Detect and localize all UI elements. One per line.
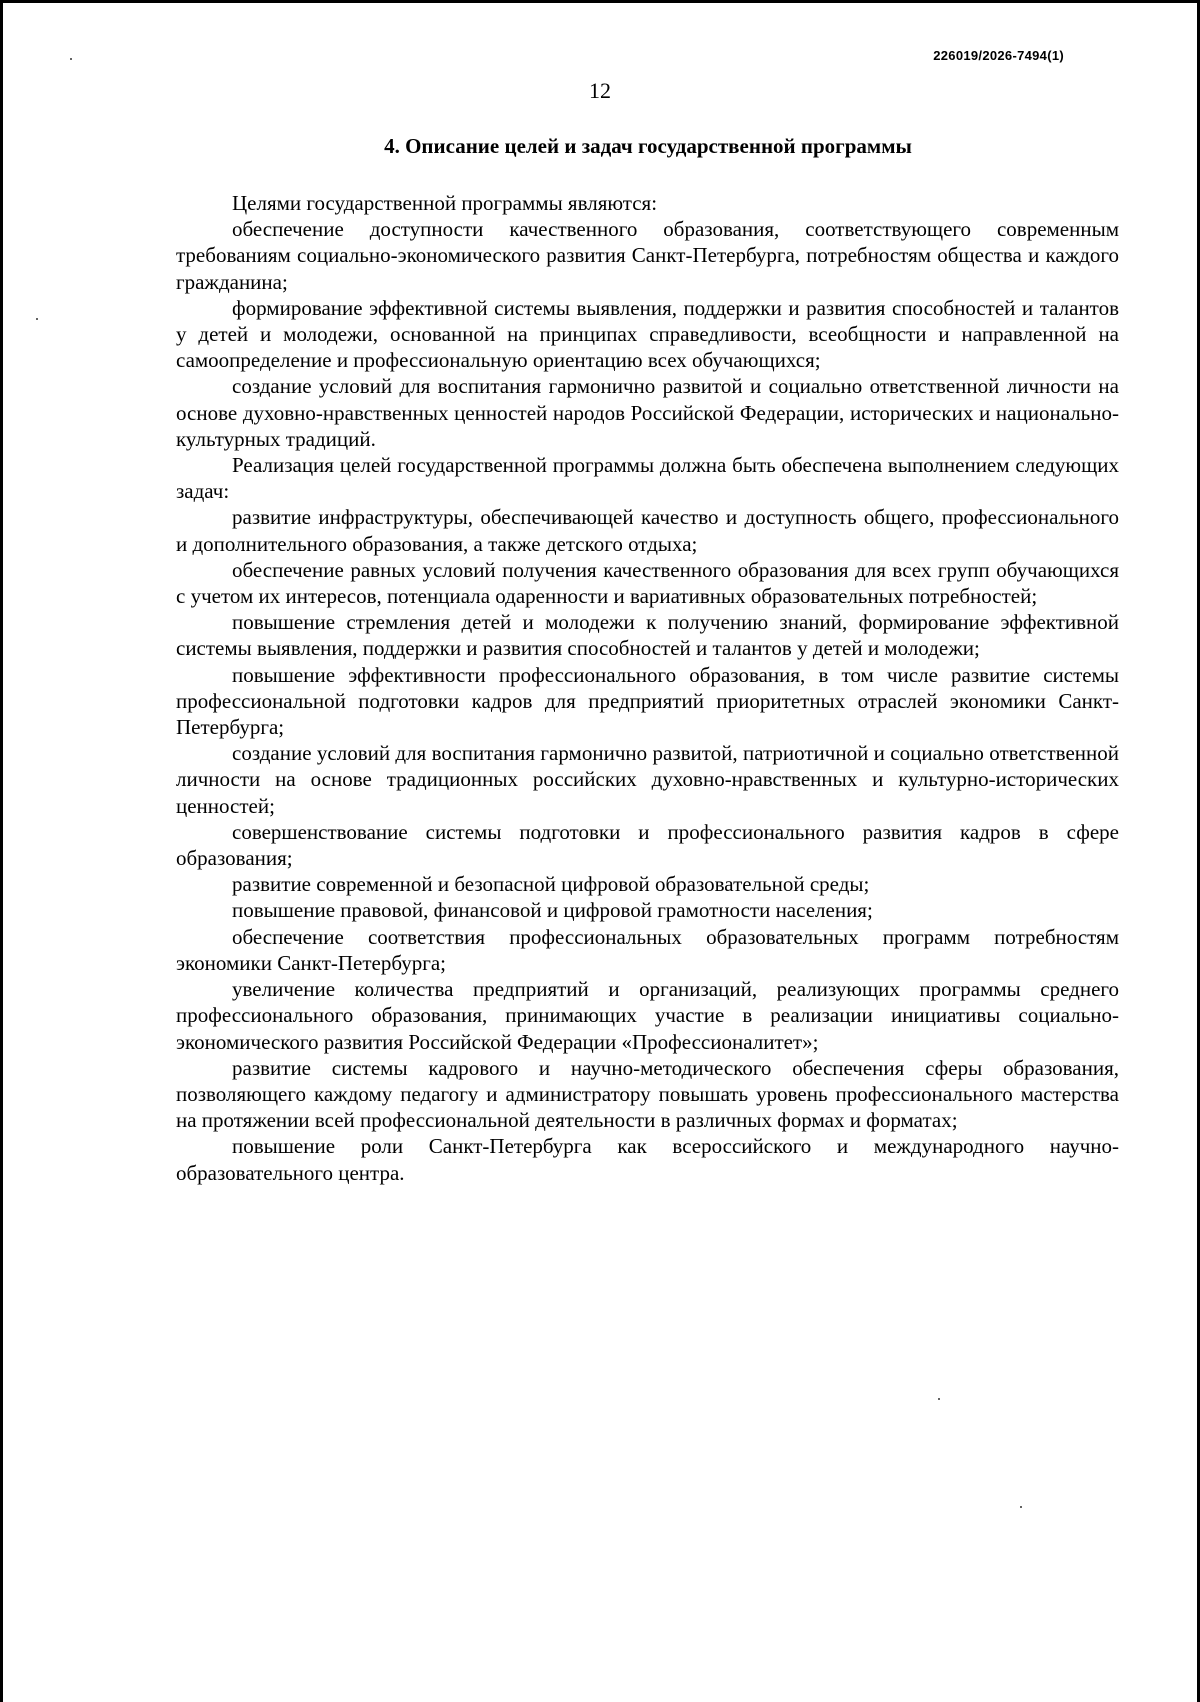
page-number: 12 xyxy=(589,78,611,103)
paragraph: развитие современной и безопасной цифровой образовательной среды; xyxy=(232,872,870,897)
paragraph: обеспечение соответствия профессиональных образовательных программ потребностям экономики Санкт-Петербурга; xyxy=(176,924,1119,975)
scan-speck xyxy=(1020,1506,1022,1508)
scan-speck xyxy=(938,1398,940,1400)
paragraph: создание условий для воспитания гармонично развитой, патриотичной и социально ответственной личности на основе традиционных российских духовно-нравственных и культурно-исторических ценностей; xyxy=(176,741,1119,818)
registration-number: 226019/2026-7494(1) xyxy=(933,48,1064,63)
paragraph: повышение стремления детей и молодежи к получению знаний, формирование эффективной системы выявления, поддержки и развития способностей и талантов у детей и молодежи; xyxy=(176,610,1119,661)
paragraph: совершенствование системы подготовки и профессионального развития кадров в сфере образования; xyxy=(176,819,1119,871)
paragraph: создание условий для воспитания гармонично развитой и социально ответственной личности на основе духовно-нравственных ценностей народов Российской Федерации, исторических и национально-культурных традиций. xyxy=(176,374,1119,451)
paragraph: повышение эффективности профессионального образования, в том числе развитие системы профессиональной подготовки кадров для предприятий приоритетных отраслей экономики Санкт-Петербурга; xyxy=(176,662,1119,740)
paragraph: повышение правовой, финансовой и цифровой грамотности населения; xyxy=(232,898,873,923)
document-body xyxy=(176,190,1119,1186)
paragraph: обеспечение доступности качественного образования, соответствующего современным требованиям социально-экономического развития Санкт-Петербурга, потребностям общества и каждого гражданина; xyxy=(176,217,1119,294)
scan-speck xyxy=(36,318,38,320)
paragraph: развитие инфраструктуры, обеспечивающей качество и доступность общего, профессионального и дополнительного образования, а также детского отдыха; xyxy=(176,505,1119,556)
paragraph: формирование эффективной системы выявления, поддержки и развития способностей и талантов у детей и молодежи, основанной на принципах справедливости, всеобщности и направленной на самоопределение и профессиональную ориентацию всех обучающихся; xyxy=(176,295,1119,373)
scan-speck xyxy=(70,58,72,60)
paragraph: увеличение количества предприятий и организаций, реализующих программы среднего профессионального образования, принимающих участие в реализации инициативы социально-экономического развития Российской Федерации «Профессионалитет»; xyxy=(176,977,1119,1054)
paragraph: повышение роли Санкт-Петербурга как всероссийского и международного научно-образовательного центра. xyxy=(176,1134,1119,1185)
paragraph: Целями государственной программы являются: xyxy=(232,191,658,215)
section-title: 4. Описание целей и задач государственной программы xyxy=(384,134,912,158)
paragraph: Реализация целей государственной программы должна быть обеспечена выполнением следующих задач: xyxy=(176,453,1119,504)
paragraph: обеспечение равных условий получения качественного образования для всех групп обучающихся с учетом их интересов, потенциала одаренности и вариативных образовательных потребностей; xyxy=(176,557,1119,609)
scan-frame-top xyxy=(0,0,1200,3)
paragraph: развитие системы кадрового и научно-методического обеспечения сферы образования, позволяющего каждому педагогу и администратору повышать уровень профессионального мастерства на протяжении всей профессиональной деятельности в различных формах и форматах; xyxy=(176,1055,1119,1133)
scan-frame-left xyxy=(0,0,3,1702)
